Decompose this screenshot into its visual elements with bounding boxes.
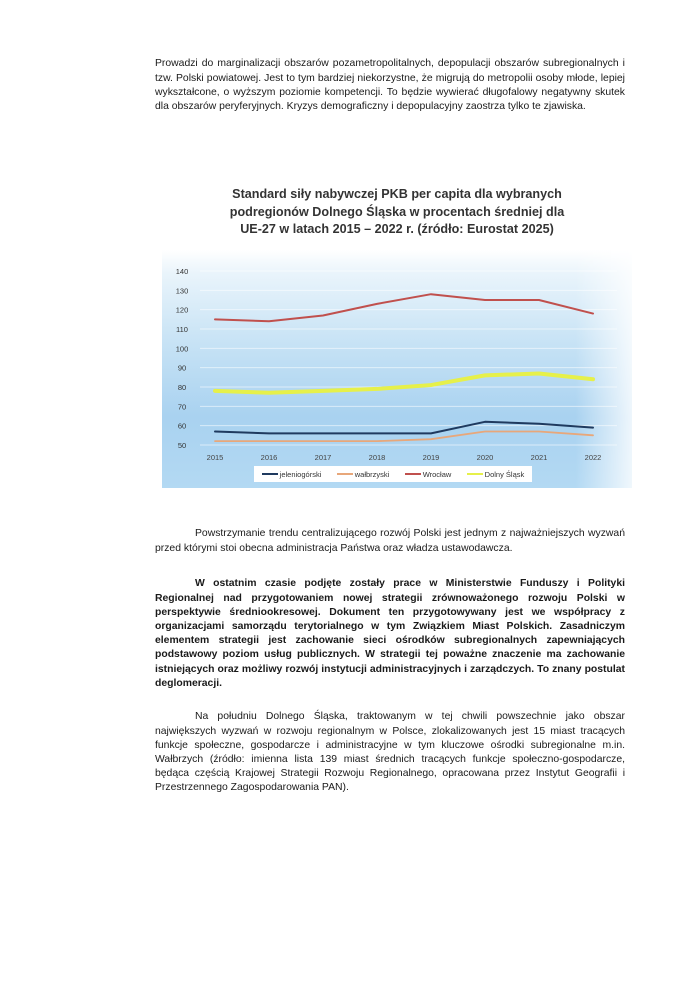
paragraph-lower-silesia: Na południu Dolnego Śląska, traktowanym w tej chwili powszechnie jako obszar największych wyzwań w rozwoju regionalnym w Polsce, zlokalizowanych jest 15 miast tracących funkcje społeczne, gospodarcze i administracyjne w tym kluczowe ośrodki subregionalne m.in. Wałbrzych (źródło: imienna lista 139 miast średnich tracących funkcje społeczno-gospodarcze, będąca częścią Krajowej Strategii Rozwoju Regionalnego, opracowana przez Instytut Geografii i Przestrzennego Zagospodarowania PAN). — [155, 711, 625, 794]
y-tick-label: 110 — [176, 325, 188, 334]
legend-label: Dolny Śląsk — [484, 469, 525, 479]
y-tick-label: 130 — [175, 286, 189, 296]
legend-swatch — [467, 473, 483, 475]
paragraph-strategy: W ostatnim czasie podjęte zostały prace w Ministerstwie Funduszy i Polityki Regionalnej nad przygotowaniem nowej strategii zrównoważonego rozwoju Polski w perspektywie średniookresowej. Dokument ten przygotowywany jest we współpracy z organizacjami samorządu terytorialnego w tym Związkiem Miast Polskich. Zasadniczym elementem strategii jest zachowanie sieci ośrodków subregionalnych zapewniających podstawowy poziom usług publicznych. W strategii tej poważne znaczenie ma zachowanie istniejących oraz możliwy rozwój instytucji administracyjnych i zarządczych. To znany postulat deglomeracji. — [155, 578, 625, 689]
legend-label: jeleniogórski — [279, 469, 322, 479]
series-line-dolny-śląsk — [215, 373, 593, 392]
chart-title-line: UE-27 w latach 2015 – 2022 r. (źródło: Eurostat 2025) — [240, 222, 554, 236]
paragraph-intro: Prowadzi do marginalizacji obszarów pozametropolitalnych, depopulacji obszarów subregionalnych i tzw. Polski powiatowej. Jest to tym bardziej niekorzystne, że migrują do metropolii osoby młode, lepiej wykształcone, o wyższym poziomie kompetencji. To będzie wywierać długofalowy negatywny skutek dla obszarów peryferyjnych. Kryzys demograficzny i depopulacyjny zaostrza tylko te zjawiska. — [155, 58, 625, 112]
y-tick-label: 50 — [177, 441, 187, 450]
line-chart — [162, 250, 632, 488]
y-tick-label: 80 — [177, 383, 187, 392]
y-tick-label: 140 — [175, 267, 189, 276]
legend-label: wałbrzyski — [354, 469, 390, 479]
y-tick-label: 120 — [175, 305, 189, 315]
y-tick-label: 70 — [177, 402, 187, 412]
x-tick-label: 2015 — [206, 453, 224, 462]
chart-title — [162, 186, 632, 239]
x-tick-label: 2018 — [368, 453, 386, 462]
y-tick-label: 60 — [177, 421, 187, 431]
x-tick-label: 2020 — [476, 453, 494, 462]
chart-legend — [254, 466, 532, 482]
x-tick-label: 2022 — [584, 453, 602, 462]
legend-item — [467, 470, 525, 479]
x-tick-label: 2019 — [422, 453, 440, 462]
legend-item — [337, 470, 390, 479]
y-tick-label: 100 — [175, 344, 189, 354]
legend-item — [262, 470, 322, 479]
x-tick-label: 2017 — [314, 453, 332, 462]
chart-title-line: podregionów Dolnego Śląska w procentach średniej dla — [229, 204, 565, 219]
chart-title-line: Standard siły nabywczej PKB per capita dla wybranych — [232, 187, 562, 201]
series-line-wrocław — [215, 294, 593, 321]
legend-swatch — [405, 473, 421, 475]
y-tick-label: 90 — [177, 363, 187, 373]
legend-swatch — [262, 473, 278, 475]
x-tick-label: 2021 — [530, 453, 548, 462]
x-tick-label: 2016 — [260, 453, 278, 462]
chart-figure — [162, 178, 632, 488]
legend-label: Wrocław — [422, 469, 452, 479]
paragraph-centralization: Powstrzymanie trendu centralizującego rozwój Polski jest jednym z najważniejszych wyzwań przed którymi stoi obecna administracja Państwa oraz władza ustawodawcza. — [155, 528, 625, 554]
legend-swatch — [337, 473, 353, 475]
legend-item — [405, 470, 452, 479]
